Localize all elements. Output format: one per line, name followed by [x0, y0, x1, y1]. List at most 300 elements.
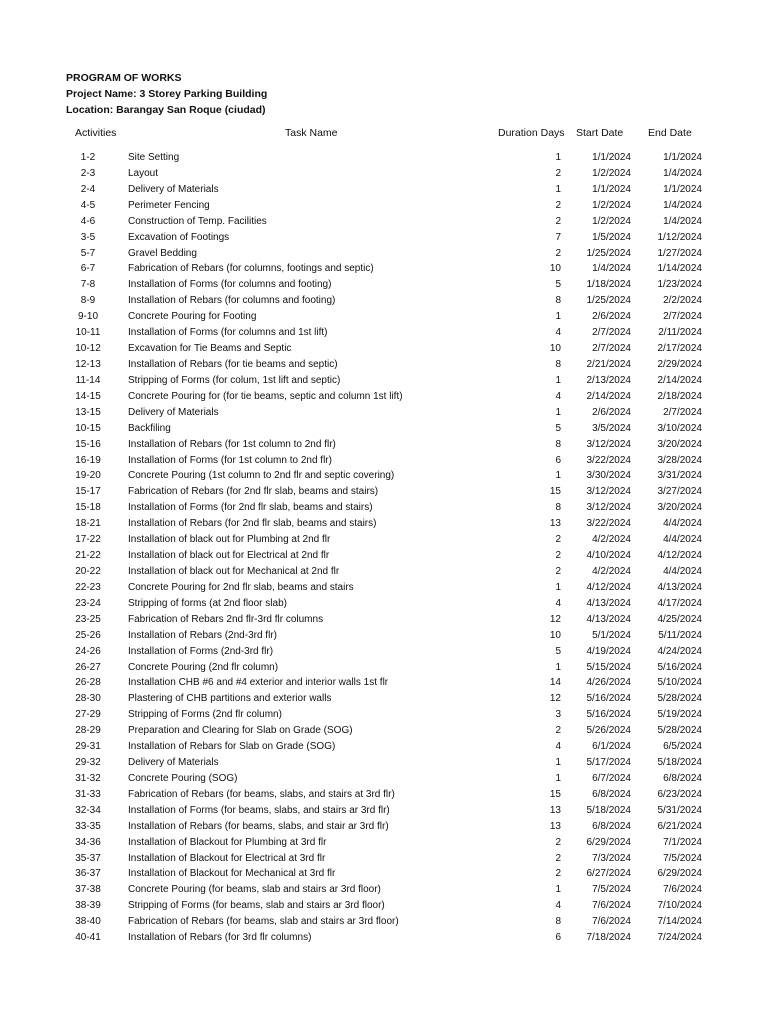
- activity-code: 33-35: [75, 820, 101, 832]
- task-name: Installation of Blackout for Electrical at 3rd flr: [128, 852, 326, 864]
- document-title: PROGRAM OF WORKS: [66, 72, 182, 84]
- duration-days: 2: [555, 565, 561, 577]
- activity-code: 8-9: [80, 295, 96, 307]
- duration-days: 2: [555, 534, 561, 546]
- start-date: 3/22/2024: [586, 518, 631, 530]
- column-header-end-date: End Date: [648, 127, 692, 139]
- task-name: Delivery of Materials: [128, 183, 219, 195]
- start-date: 3/12/2024: [586, 502, 631, 514]
- task-name: Excavation for Tie Beams and Septic: [128, 343, 292, 355]
- start-date: 7/18/2024: [586, 932, 631, 944]
- table-row: [0, 199, 768, 215]
- activity-code: 11-14: [75, 374, 101, 386]
- end-date: 2/17/2024: [657, 343, 702, 355]
- end-date: 5/28/2024: [657, 693, 702, 705]
- duration-days: 10: [549, 629, 561, 641]
- start-date: 7/5/2024: [592, 884, 631, 896]
- duration-days: 2: [555, 167, 561, 179]
- table-row: [0, 883, 768, 899]
- duration-days: 5: [555, 279, 561, 291]
- duration-days: 2: [555, 199, 561, 211]
- start-date: 4/19/2024: [586, 645, 631, 657]
- duration-days: 3: [555, 709, 561, 721]
- end-date: 1/1/2024: [663, 152, 702, 163]
- duration-days: 8: [555, 916, 561, 928]
- start-date: 4/2/2024: [592, 534, 631, 546]
- end-date: 1/1/2024: [663, 183, 702, 195]
- end-date: 3/31/2024: [657, 470, 702, 482]
- end-date: 5/31/2024: [657, 804, 702, 816]
- task-name: Installation of Rebars (for tie beams and septic): [128, 358, 338, 370]
- task-name: Installation of black out for Plumbing at 2nd flr: [128, 534, 331, 546]
- duration-days: 4: [555, 327, 561, 339]
- task-name: Fabrication of Rebars (for 2nd flr slab, beams and stairs): [128, 486, 379, 498]
- schedule-table: [0, 151, 768, 947]
- table-row: [0, 629, 768, 645]
- task-name: Installation of Blackout for Plumbing at 3rd flr: [128, 836, 327, 848]
- duration-days: 1: [555, 152, 561, 163]
- duration-days: 1: [555, 772, 561, 784]
- duration-days: 2: [555, 836, 561, 848]
- end-date: 7/6/2024: [663, 884, 702, 896]
- table-row: [0, 676, 768, 692]
- start-date: 5/18/2024: [586, 804, 631, 816]
- table-row: [0, 151, 768, 167]
- activity-code: 6-7: [80, 263, 96, 275]
- duration-days: 1: [555, 374, 561, 386]
- activity-code: 9-10: [77, 311, 98, 323]
- activity-code: 29-31: [75, 741, 101, 753]
- end-date: 5/10/2024: [657, 677, 702, 689]
- activity-code: 16-19: [75, 454, 101, 466]
- activity-code: 5-7: [80, 247, 96, 259]
- start-date: 1/1/2024: [592, 152, 631, 163]
- end-date: 3/28/2024: [657, 454, 702, 466]
- table-row: [0, 852, 768, 868]
- task-name: Installation of Forms (for beams, slabs, and stairs ar 3rd flr): [128, 804, 390, 816]
- table-row: [0, 613, 768, 629]
- start-date: 1/18/2024: [586, 279, 631, 291]
- task-name: Installation of Forms (2nd-3rd flr): [128, 645, 274, 657]
- end-date: 4/25/2024: [657, 613, 702, 625]
- start-date: 3/30/2024: [586, 470, 631, 482]
- end-date: 3/27/2024: [657, 486, 702, 498]
- duration-days: 2: [555, 550, 561, 562]
- task-name: Stripping of forms (at 2nd floor slab): [128, 597, 287, 609]
- duration-days: 1: [555, 581, 561, 593]
- end-date: 6/29/2024: [657, 868, 702, 880]
- end-date: 6/23/2024: [657, 788, 702, 800]
- table-row: [0, 581, 768, 597]
- task-name: Fabrication of Rebars 2nd flr-3rd flr columns: [128, 613, 324, 625]
- activity-code: 15-18: [75, 502, 101, 514]
- start-date: 2/6/2024: [592, 406, 631, 418]
- table-row: [0, 167, 768, 183]
- duration-days: 8: [555, 502, 561, 514]
- start-date: 4/13/2024: [586, 613, 631, 625]
- table-row: [0, 215, 768, 231]
- task-name: Preparation and Clearing for Slab on Grade (SOG): [128, 725, 353, 737]
- table-row: [0, 788, 768, 804]
- task-name: Perimeter Fencing: [128, 199, 210, 211]
- end-date: 7/1/2024: [663, 836, 702, 848]
- start-date: 6/7/2024: [592, 772, 631, 784]
- task-name: Installation CHB #6 and #4 exterior and interior walls 1st flr: [128, 677, 389, 689]
- activity-code: 13-15: [75, 406, 101, 418]
- activity-code: 28-30: [75, 693, 101, 705]
- table-row: [0, 422, 768, 438]
- duration-days: 8: [555, 295, 561, 307]
- activity-code: 14-15: [75, 390, 101, 402]
- end-date: 1/4/2024: [663, 215, 702, 227]
- task-name: Concrete Pouring for 2nd flr slab, beams and stairs: [128, 581, 354, 593]
- start-date: 2/7/2024: [592, 327, 631, 339]
- table-row: [0, 438, 768, 454]
- end-date: 4/13/2024: [657, 581, 702, 593]
- task-name: Delivery of Materials: [128, 406, 219, 418]
- start-date: 1/2/2024: [592, 215, 631, 227]
- task-name: Installation of Rebars (for 2nd flr slab, beams and stairs): [128, 518, 377, 530]
- table-row: [0, 485, 768, 501]
- duration-days: 1: [555, 884, 561, 896]
- start-date: 4/12/2024: [586, 581, 631, 593]
- end-date: 3/20/2024: [657, 502, 702, 514]
- duration-days: 2: [555, 868, 561, 880]
- table-row: [0, 342, 768, 358]
- activity-code: 37-38: [75, 884, 101, 896]
- table-row: [0, 661, 768, 677]
- table-row: [0, 740, 768, 756]
- start-date: 1/4/2024: [592, 263, 631, 275]
- table-row: [0, 310, 768, 326]
- start-date: 3/5/2024: [592, 422, 631, 434]
- start-date: 4/13/2024: [586, 597, 631, 609]
- start-date: 7/6/2024: [592, 916, 631, 928]
- task-name: Installation of Forms (for columns and 1st lift): [128, 327, 328, 339]
- end-date: 7/14/2024: [657, 916, 702, 928]
- table-row: [0, 262, 768, 278]
- duration-days: 1: [555, 470, 561, 482]
- activity-code: 15-17: [75, 486, 101, 498]
- start-date: 5/17/2024: [586, 757, 631, 769]
- end-date: 4/4/2024: [663, 534, 702, 546]
- task-name: Stripping of Forms (2nd flr column): [128, 709, 282, 721]
- start-date: 1/1/2024: [592, 183, 631, 195]
- project-name: Project Name: 3 Storey Parking Building: [66, 88, 268, 100]
- start-date: 6/1/2024: [592, 741, 631, 753]
- table-row: [0, 517, 768, 533]
- start-date: 7/6/2024: [592, 900, 631, 912]
- duration-days: 15: [549, 486, 561, 498]
- activity-code: 24-26: [75, 645, 101, 657]
- table-row: [0, 836, 768, 852]
- table-row: [0, 247, 768, 263]
- task-name: Installation of Blackout for Mechanical at 3rd flr: [128, 868, 336, 880]
- activity-code: 34-36: [75, 836, 101, 848]
- end-date: 4/24/2024: [657, 645, 702, 657]
- end-date: 1/23/2024: [657, 279, 702, 291]
- activity-code: 12-13: [75, 358, 101, 370]
- task-name: Excavation of Footings: [128, 231, 230, 243]
- start-date: 1/2/2024: [592, 167, 631, 179]
- table-row: [0, 820, 768, 836]
- start-date: 3/22/2024: [586, 454, 631, 466]
- end-date: 2/7/2024: [663, 406, 702, 418]
- activity-code: 26-28: [75, 677, 101, 689]
- end-date: 5/11/2024: [658, 629, 702, 641]
- activity-code: 18-21: [75, 518, 101, 530]
- start-date: 1/25/2024: [586, 247, 631, 259]
- task-name: Concrete Pouring (2nd flr column): [128, 661, 279, 673]
- duration-days: 10: [549, 343, 561, 355]
- start-date: 6/8/2024: [592, 788, 631, 800]
- task-name: Installation of black out for Mechanical at 2nd flr: [128, 565, 340, 577]
- duration-days: 12: [549, 613, 561, 625]
- table-row: [0, 724, 768, 740]
- end-date: 6/5/2024: [663, 741, 702, 753]
- start-date: 1/2/2024: [592, 199, 631, 211]
- end-date: 2/18/2024: [657, 390, 702, 402]
- start-date: 5/16/2024: [586, 693, 631, 705]
- activity-code: 38-40: [75, 916, 101, 928]
- task-name: Concrete Pouring (1st column to 2nd flr and septic covering): [128, 470, 395, 482]
- start-date: 2/7/2024: [592, 343, 631, 355]
- end-date: 4/4/2024: [663, 565, 702, 577]
- activity-code: 22-23: [75, 581, 101, 593]
- column-header-start-date: Start Date: [576, 127, 624, 139]
- start-date: 6/8/2024: [592, 820, 631, 832]
- start-date: 5/1/2024: [592, 629, 631, 641]
- duration-days: 6: [555, 454, 561, 466]
- duration-days: 13: [549, 804, 561, 816]
- start-date: 3/12/2024: [586, 486, 631, 498]
- table-row: [0, 915, 768, 931]
- table-row: [0, 501, 768, 517]
- activity-code: 29-32: [75, 757, 101, 769]
- activity-code: 10-12: [75, 343, 101, 355]
- duration-days: 1: [555, 406, 561, 418]
- duration-days: 5: [555, 422, 561, 434]
- end-date: 5/28/2024: [657, 725, 702, 737]
- duration-days: 6: [555, 932, 561, 944]
- duration-days: 13: [549, 518, 561, 530]
- column-header-duration: Duration Days: [498, 127, 565, 139]
- task-name: Fabrication of Rebars (for beams, slabs, and stairs at 3rd flr): [128, 788, 395, 800]
- task-name: Stripping of Forms (for beams, slab and stairs ar 3rd floor): [128, 900, 385, 912]
- table-row: [0, 454, 768, 470]
- duration-days: 2: [555, 215, 561, 227]
- end-date: 7/10/2024: [657, 900, 702, 912]
- duration-days: 1: [555, 311, 561, 323]
- task-name: Backfiling: [128, 422, 171, 434]
- table-row: [0, 692, 768, 708]
- activity-code: 2-3: [80, 167, 96, 179]
- activity-code: 32-34: [75, 804, 101, 816]
- project-location: Location: Barangay San Roque (ciudad): [66, 104, 266, 116]
- table-row: [0, 358, 768, 374]
- activity-code: 19-20: [75, 470, 101, 482]
- activity-code: 36-37: [75, 868, 101, 880]
- start-date: 2/6/2024: [592, 311, 631, 323]
- start-date: 2/14/2024: [586, 390, 631, 402]
- task-name: Installation of Rebars (for columns and footing): [128, 295, 336, 307]
- duration-days: 12: [549, 693, 561, 705]
- task-name: Site Setting: [128, 152, 180, 163]
- end-date: 2/11/2024: [658, 327, 702, 339]
- duration-days: 4: [555, 390, 561, 402]
- task-name: Installation of black out for Electrical at 2nd flr: [128, 550, 330, 562]
- table-row: [0, 231, 768, 247]
- activity-code: 4-5: [80, 199, 96, 211]
- duration-days: 14: [549, 677, 561, 689]
- duration-days: 4: [555, 597, 561, 609]
- end-date: 1/4/2024: [663, 199, 702, 211]
- activity-code: 28-29: [75, 725, 101, 737]
- start-date: 6/27/2024: [586, 868, 631, 880]
- column-header-activities: Activities: [75, 127, 117, 139]
- table-row: [0, 406, 768, 422]
- start-date: 2/21/2024: [586, 358, 631, 370]
- end-date: 4/4/2024: [663, 518, 702, 530]
- duration-days: 2: [555, 852, 561, 864]
- activity-code: 25-26: [75, 629, 101, 641]
- task-name: Installation of Forms (for 2nd flr slab, beams and stairs): [128, 502, 373, 514]
- activity-code: 40-41: [75, 932, 101, 944]
- table-row: [0, 931, 768, 947]
- table-row: [0, 867, 768, 883]
- end-date: 5/19/2024: [657, 709, 702, 721]
- activity-code: 10-11: [75, 327, 101, 339]
- task-name: Plastering of CHB partitions and exterior walls: [128, 693, 332, 705]
- task-name: Concrete Pouring for (for tie beams, septic and column 1st lift): [128, 390, 403, 402]
- start-date: 3/12/2024: [586, 438, 631, 450]
- duration-days: 5: [555, 645, 561, 657]
- duration-days: 8: [555, 358, 561, 370]
- task-name: Installation of Rebars (for 3rd flr columns): [128, 932, 312, 944]
- end-date: 3/10/2024: [657, 422, 702, 434]
- task-name: Construction of Temp. Facilities: [128, 215, 267, 227]
- table-row: [0, 374, 768, 390]
- activity-code: 15-16: [75, 438, 101, 450]
- start-date: 5/15/2024: [586, 661, 631, 673]
- table-row: [0, 708, 768, 724]
- table-row: [0, 533, 768, 549]
- activity-code: 27-29: [75, 709, 101, 721]
- task-name: Concrete Pouring (SOG): [128, 772, 238, 784]
- duration-days: 2: [555, 247, 561, 259]
- start-date: 7/3/2024: [592, 852, 631, 864]
- activity-code: 38-39: [75, 900, 101, 912]
- end-date: 2/2/2024: [663, 295, 702, 307]
- start-date: 4/2/2024: [592, 565, 631, 577]
- duration-days: 10: [549, 263, 561, 275]
- end-date: 2/29/2024: [657, 358, 702, 370]
- end-date: 1/4/2024: [663, 167, 702, 179]
- start-date: 5/16/2024: [586, 709, 631, 721]
- end-date: 4/17/2024: [657, 597, 702, 609]
- activity-code: 7-8: [80, 279, 96, 291]
- task-name: Layout: [128, 167, 159, 179]
- table-row: [0, 645, 768, 661]
- table-row: [0, 899, 768, 915]
- end-date: 1/27/2024: [657, 247, 702, 259]
- table-row: [0, 565, 768, 581]
- activity-code: 2-4: [80, 183, 96, 195]
- start-date: 6/29/2024: [586, 836, 631, 848]
- table-row: [0, 326, 768, 342]
- start-date: 4/26/2024: [586, 677, 631, 689]
- duration-days: 15: [549, 788, 561, 800]
- task-name: Fabrication of Rebars (for beams, slab and stairs ar 3rd floor): [128, 916, 399, 928]
- task-name: Gravel Bedding: [128, 247, 197, 259]
- table-row: [0, 183, 768, 199]
- table-row: [0, 549, 768, 565]
- activity-code: 31-33: [75, 788, 101, 800]
- start-date: 1/25/2024: [586, 295, 631, 307]
- task-name: Fabrication of Rebars (for columns, footings and septic): [128, 263, 374, 275]
- start-date: 2/13/2024: [586, 374, 631, 386]
- activity-code: 26-27: [75, 661, 101, 673]
- duration-days: 1: [555, 757, 561, 769]
- end-date: 7/5/2024: [663, 852, 702, 864]
- start-date: 1/5/2024: [592, 231, 631, 243]
- activity-code: 31-32: [75, 772, 101, 784]
- table-row: [0, 278, 768, 294]
- end-date: 2/7/2024: [663, 311, 702, 323]
- activity-code: 10-15: [75, 422, 101, 434]
- task-name: Delivery of Materials: [128, 757, 219, 769]
- activity-code: 21-22: [75, 550, 101, 562]
- table-row: [0, 390, 768, 406]
- table-row: [0, 772, 768, 788]
- task-name: Installation of Rebars (2nd-3rd flr): [128, 629, 277, 641]
- column-header-task-name: Task Name: [285, 127, 338, 139]
- end-date: 6/8/2024: [663, 772, 702, 784]
- end-date: 5/16/2024: [657, 661, 702, 673]
- end-date: 7/24/2024: [657, 932, 702, 944]
- duration-days: 4: [555, 741, 561, 753]
- activity-code: 17-22: [75, 534, 101, 546]
- table-row: [0, 469, 768, 485]
- duration-days: 7: [555, 231, 561, 243]
- activity-code: 20-22: [75, 565, 101, 577]
- end-date: 3/20/2024: [657, 438, 702, 450]
- task-name: Concrete Pouring for Footing: [128, 311, 257, 323]
- task-name: Stripping of Forms (for colum, 1st lift and septic): [128, 374, 341, 386]
- activity-code: 4-6: [80, 215, 96, 227]
- task-name: Installation of Rebars for Slab on Grade (SOG): [128, 741, 336, 753]
- activity-code: 23-25: [75, 613, 101, 625]
- table-row: [0, 294, 768, 310]
- task-name: Installation of Forms (for 1st column to 2nd flr): [128, 454, 332, 466]
- duration-days: 4: [555, 900, 561, 912]
- activity-code: 1-2: [80, 152, 96, 163]
- activity-code: 35-37: [75, 852, 101, 864]
- duration-days: 2: [555, 725, 561, 737]
- end-date: 5/18/2024: [657, 757, 702, 769]
- duration-days: 1: [555, 183, 561, 195]
- task-name: Installation of Rebars (for 1st column to 2nd flr): [128, 438, 336, 450]
- duration-days: 13: [549, 820, 561, 832]
- activity-code: 3-5: [80, 231, 96, 243]
- activity-code: 23-24: [75, 597, 101, 609]
- start-date: 5/26/2024: [586, 725, 631, 737]
- task-name: Concrete Pouring (for beams, slab and stairs ar 3rd floor): [128, 884, 381, 896]
- start-date: 4/10/2024: [586, 550, 631, 562]
- task-name: Installation of Forms (for columns and footing): [128, 279, 332, 291]
- end-date: 4/12/2024: [657, 550, 702, 562]
- duration-days: 1: [555, 661, 561, 673]
